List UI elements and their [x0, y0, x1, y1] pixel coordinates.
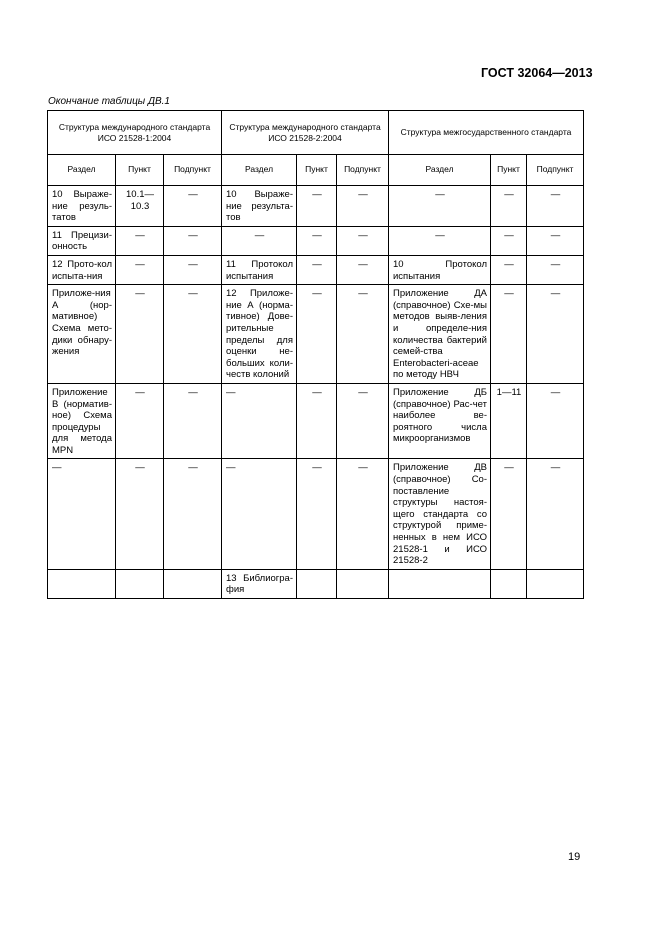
- subheader-cell: Подпункт: [164, 155, 222, 186]
- table-cell: —: [337, 186, 389, 227]
- table-cell: —: [164, 383, 222, 459]
- table-cell: —: [116, 255, 164, 284]
- table-row: [48, 569, 584, 598]
- table-cell: [164, 569, 222, 598]
- table-row: [48, 186, 584, 227]
- table-cell: —: [222, 383, 297, 459]
- table-cell: Приложение В (норматив-ное) Схема процедуры для метода MPN: [48, 383, 116, 459]
- subheader-cell: Подпункт: [337, 155, 389, 186]
- table-cell: —: [491, 186, 527, 227]
- table-cell: —: [527, 255, 584, 284]
- table-row: [48, 255, 584, 284]
- table-cell: —: [164, 255, 222, 284]
- table-row: [48, 459, 584, 569]
- table-cell: —: [297, 383, 337, 459]
- subheader-cell: Пункт: [116, 155, 164, 186]
- table-caption: Окончание таблицы ДВ.1: [48, 96, 170, 107]
- subheader-cell: Раздел: [48, 155, 116, 186]
- subheader-cell: Подпункт: [527, 155, 584, 186]
- table-cell: —: [164, 226, 222, 255]
- table-cell: —: [48, 459, 116, 569]
- table-cell: —: [116, 285, 164, 384]
- table-cell: —: [389, 186, 491, 227]
- table-cell: —: [297, 186, 337, 227]
- table-row: [48, 285, 584, 384]
- table-cell: —: [527, 285, 584, 384]
- table-cell: —: [116, 459, 164, 569]
- page-number: 19: [568, 851, 581, 863]
- table-cell: —: [116, 226, 164, 255]
- table-cell: 11 Протокол испытания: [222, 255, 297, 284]
- table-cell: [337, 569, 389, 598]
- table-cell: —: [389, 226, 491, 255]
- table-cell: —: [116, 383, 164, 459]
- table-cell: [48, 569, 116, 598]
- table-cell: 12 Прото-кол испыта-ния: [48, 255, 116, 284]
- group-header-interstate: Структура межгосударственного стандарта: [389, 111, 584, 155]
- table-cell: —: [527, 226, 584, 255]
- group-header-iso-21528-2: Структура международного стандарта ИСО 21528-2:2004: [222, 111, 389, 155]
- table-cell: —: [337, 255, 389, 284]
- table-cell: —: [337, 226, 389, 255]
- table-cell: 13 Библиогра-фия: [222, 569, 297, 598]
- correspondence-table: [47, 110, 584, 599]
- table-row: [48, 226, 584, 255]
- group-header-row: [48, 111, 584, 155]
- table-cell: [116, 569, 164, 598]
- table-cell: —: [527, 186, 584, 227]
- group-header-iso-21528-1: Структура международного стандарта ИСО 21528-1:2004: [48, 111, 222, 155]
- document-header: ГОСТ 32064—2013: [481, 66, 593, 80]
- subheader-cell: Раздел: [389, 155, 491, 186]
- table-cell: —: [297, 255, 337, 284]
- table-cell: —: [297, 285, 337, 384]
- table-cell: —: [222, 459, 297, 569]
- table-cell: 12 Приложе-ние А (норма-тивное) Дове-рительные пределы для оценки не-больших коли-честв колоний: [222, 285, 297, 384]
- table-cell: 10 Выраже-ние результа-тов: [222, 186, 297, 227]
- table-cell: —: [337, 459, 389, 569]
- table-cell: —: [222, 226, 297, 255]
- table-cell: [527, 569, 584, 598]
- table-cell: Приложение ДВ (справочное) Со-поставление структуры настоя-щего стандарта со структурой приме-ненных в нем ИСО 21528-1 и ИСО 21528-2: [389, 459, 491, 569]
- table-cell: 10 Протокол испытания: [389, 255, 491, 284]
- table-cell: —: [527, 383, 584, 459]
- table-cell: Приложение ДА (справочное) Схе-мы методов выяв-ления и определе-ния количества бактерий семей-ства Enterobacteri-aceae по методу НВЧ: [389, 285, 491, 384]
- table-cell: —: [491, 255, 527, 284]
- table-cell: —: [297, 226, 337, 255]
- table-cell: —: [491, 459, 527, 569]
- table-cell: —: [491, 226, 527, 255]
- subheader-row: [48, 155, 584, 186]
- table-cell: 1—11: [491, 383, 527, 459]
- table-cell: 11 Прецизи-онность: [48, 226, 116, 255]
- subheader-cell: Пункт: [297, 155, 337, 186]
- table-cell: —: [164, 459, 222, 569]
- table-cell: —: [527, 459, 584, 569]
- table-cell: Приложе-ния А (нор-мативное) Схема мето-дики обнару-жения: [48, 285, 116, 384]
- table-cell: [491, 569, 527, 598]
- subheader-cell: Раздел: [222, 155, 297, 186]
- subheader-cell: Пункт: [491, 155, 527, 186]
- table-cell: —: [337, 383, 389, 459]
- table-cell: —: [337, 285, 389, 384]
- table-cell: —: [297, 459, 337, 569]
- table-cell: —: [164, 285, 222, 384]
- table-cell: —: [491, 285, 527, 384]
- table-row: [48, 383, 584, 459]
- table-cell: 10 Выраже-ние резуль-татов: [48, 186, 116, 227]
- table-cell: Приложение ДБ (справочное) Рас-чет наиболее ве-роятного числа микроорганизмов: [389, 383, 491, 459]
- table-cell: [389, 569, 491, 598]
- table-cell: —: [164, 186, 222, 227]
- table-cell: [297, 569, 337, 598]
- table-cell: 10.1—10.3: [116, 186, 164, 227]
